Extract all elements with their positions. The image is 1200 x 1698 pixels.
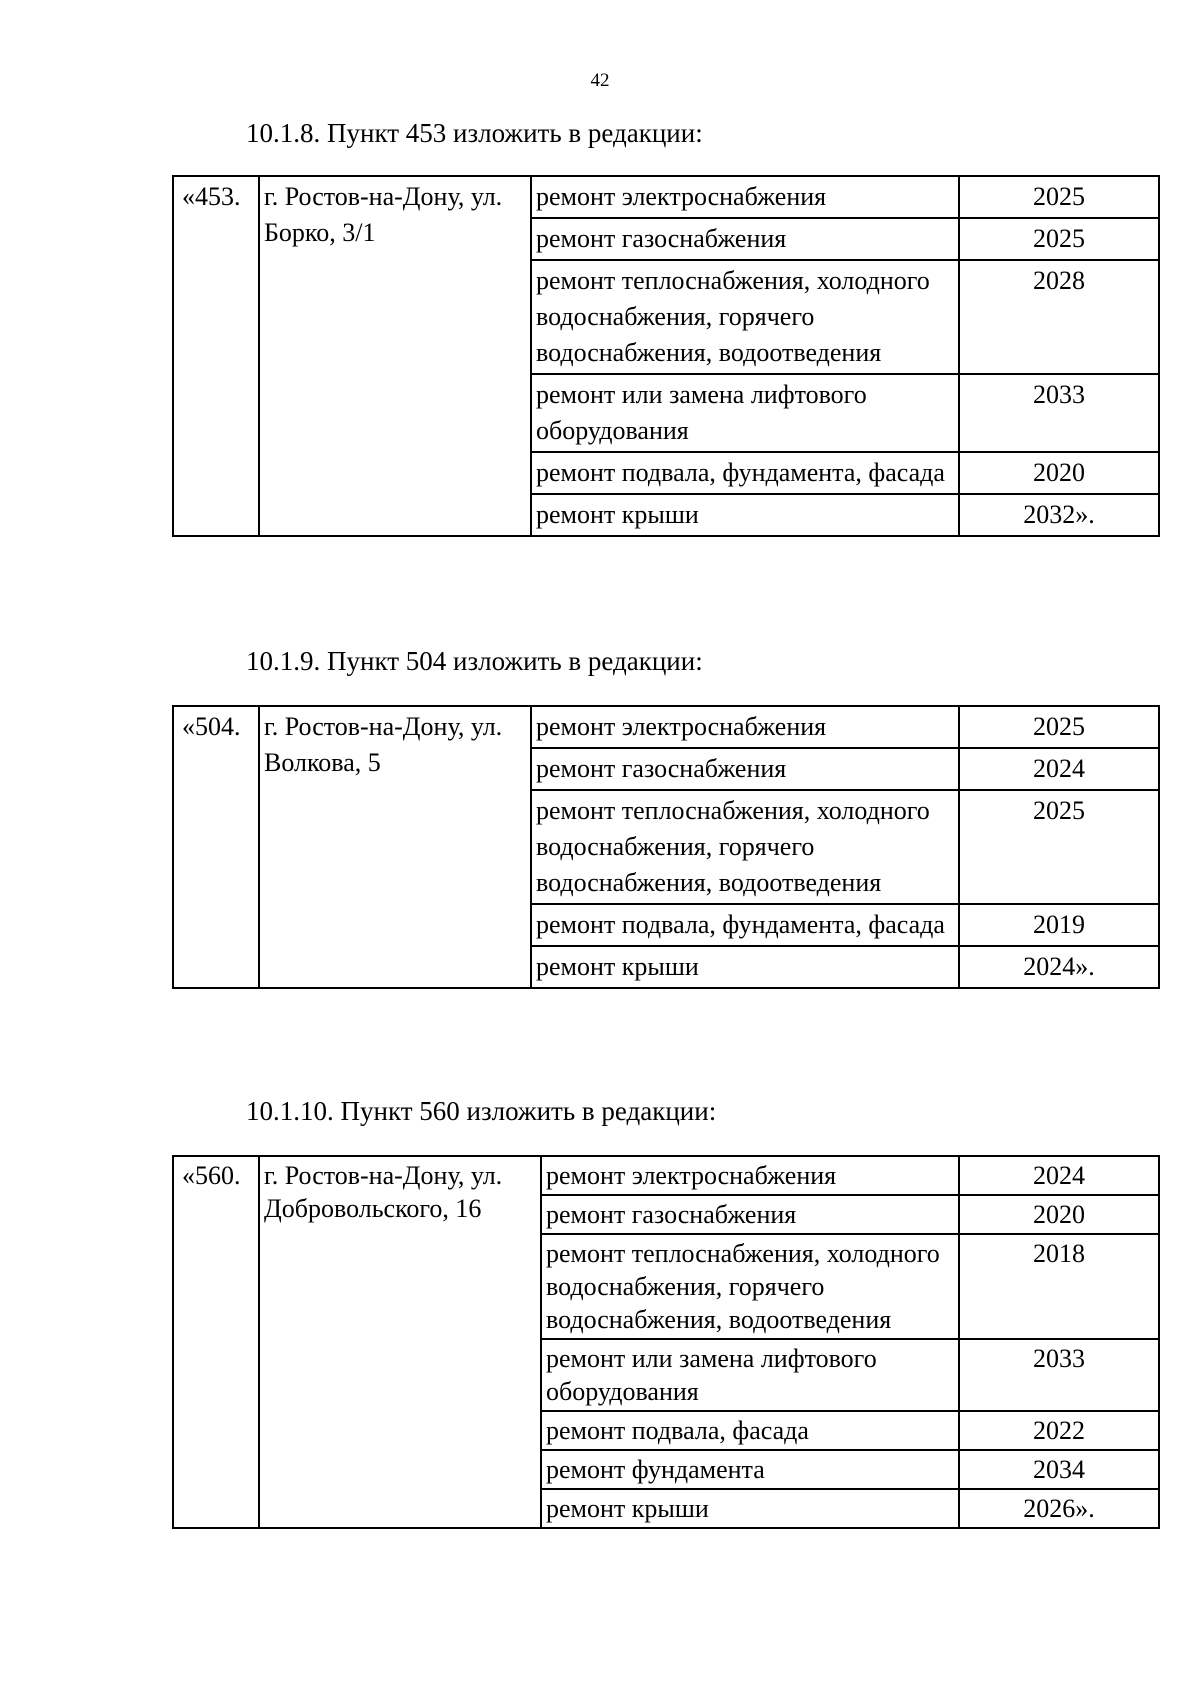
year-cell: 2018 (959, 1234, 1159, 1339)
section-heading: 10.1.8. Пункт 453 изложить в редакции: (246, 118, 703, 148)
work-cell: ремонт подвала, фасада (541, 1411, 959, 1450)
year-cell: 2025 (959, 218, 1159, 260)
year-cell: 2024 (959, 1156, 1159, 1195)
work-cell: ремонт электроснабжения (531, 706, 959, 748)
work-cell: ремонт фундамента (541, 1450, 959, 1489)
section-heading: 10.1.9. Пункт 504 изложить в редакции: (246, 646, 703, 676)
year-cell: 2022 (959, 1411, 1159, 1450)
item-address: г. Ростов-на-Дону, ул. Борко, 3/1 (259, 176, 531, 536)
item-address: г. Ростов-на-Дону, ул. Волкова, 5 (259, 706, 531, 988)
year-cell: 2020 (959, 452, 1159, 494)
year-cell: 2034 (959, 1450, 1159, 1489)
work-cell: ремонт газоснабжения (531, 218, 959, 260)
year-cell: 2028 (959, 260, 1159, 374)
work-cell: ремонт электроснабжения (531, 176, 959, 218)
item-number: «560. (173, 1156, 259, 1528)
year-cell: 2024 (959, 748, 1159, 790)
work-cell: ремонт или замена лифтового оборудования (531, 374, 959, 452)
year-cell: 2020 (959, 1195, 1159, 1234)
year-cell: 2025 (959, 790, 1159, 904)
item-address: г. Ростов-на-Дону, ул. Добровольского, 16 (259, 1156, 541, 1528)
item-number: «453. (173, 176, 259, 536)
work-cell: ремонт теплоснабжения, холодного водоснабжения, горячего водоснабжения, водоотведения (531, 260, 959, 374)
work-cell: ремонт газоснабжения (541, 1195, 959, 1234)
work-cell: ремонт теплоснабжения, холодного водоснабжения, горячего водоснабжения, водоотведения (541, 1234, 959, 1339)
schedule-table (172, 1155, 1160, 1529)
item-number: «504. (173, 706, 259, 988)
year-cell: 2032». (959, 494, 1159, 536)
year-cell: 2033 (959, 374, 1159, 452)
work-cell: ремонт теплоснабжения, холодного водоснабжения, горячего водоснабжения, водоотведения (531, 790, 959, 904)
year-cell: 2026». (959, 1489, 1159, 1528)
section-heading: 10.1.10. Пункт 560 изложить в редакции: (246, 1096, 717, 1126)
work-cell: ремонт подвала, фундамента, фасада (531, 904, 959, 946)
schedule-table (172, 175, 1160, 537)
schedule-table (172, 705, 1160, 989)
year-cell: 2025 (959, 176, 1159, 218)
work-cell: ремонт подвала, фундамента, фасада (531, 452, 959, 494)
work-cell: ремонт крыши (531, 946, 959, 988)
work-cell: ремонт электроснабжения (541, 1156, 959, 1195)
work-cell: ремонт крыши (541, 1489, 959, 1528)
page-number: 42 (590, 70, 610, 91)
year-cell: 2025 (959, 706, 1159, 748)
year-cell: 2033 (959, 1339, 1159, 1411)
year-cell: 2019 (959, 904, 1159, 946)
work-cell: ремонт газоснабжения (531, 748, 959, 790)
work-cell: ремонт крыши (531, 494, 959, 536)
year-cell: 2024». (959, 946, 1159, 988)
work-cell: ремонт или замена лифтового оборудования (541, 1339, 959, 1411)
